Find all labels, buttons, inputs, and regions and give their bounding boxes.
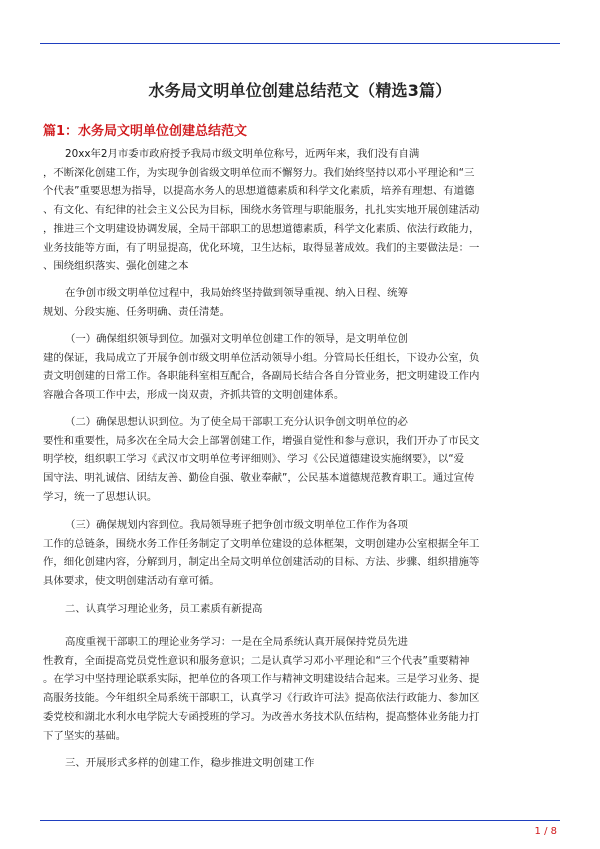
text-line: 、有文化、有纪律的社会主义公民为目标，围绕水务管理与职能服务，扎扎实实地开展创建活动 xyxy=(43,204,480,217)
text-line: 二、认真学习理论业务，员工素质有新提高 xyxy=(65,603,263,615)
text-line: 作，细化创建内容，分解到月，制定出全局文明单位创建活动的目标、方法、步骤、组织措施等 xyxy=(43,556,480,569)
text-line: 业务技能等方面，有了明显提高，优化环境，卫生达标，取得显著成效。我们的主要做法是：一 xyxy=(43,241,480,254)
text-line: （一）确保组织领导到位。加强对文明单位创建工作的领导，是文明单位创 xyxy=(65,333,408,345)
text-line: 性教育，全面提高党员党性意识和服务意识；二是认真学习邓小平理论和“三个代表”重要精神 xyxy=(43,654,470,667)
text-line: 建的保证，我局成立了开展争创市级文明单位活动领导小组。分管局长任组长，下设办公室，负 xyxy=(43,351,480,364)
text-line: 高服务技能。今年组织全局系统干部职工，认真学习《行政许可法》提高依法行政能力、参加区 xyxy=(43,692,480,705)
paragraph-3 xyxy=(43,330,557,405)
text-line: 20xx年2月市委市政府授予我局市级文明单位称号，近两年来，我们没有自满 xyxy=(65,148,420,160)
text-line: 要性和重要性，局多次在全局大会上部署创建工作，增强自觉性和参与意识，我们开办了市民文 xyxy=(43,434,480,447)
document-title: 水务局文明单位创建总结范文（精选3篇） xyxy=(148,81,452,100)
text-line: 高度重视干部职工的理论业务学习：一是在全局系统认真开展保持党员先进 xyxy=(65,636,408,648)
paragraph-7 xyxy=(43,633,557,745)
header-rule xyxy=(40,43,560,44)
paragraph-1 xyxy=(43,145,557,276)
section-heading: 篇1：水务局文明单位创建总结范文 xyxy=(43,124,248,139)
text-line: 责文明创建的日常工作。各职能科室相互配合，各副局长结合各自分管业务，把文明建设工作内 xyxy=(43,370,480,383)
text-line: 规划、分段实施、任务明确、责任清楚。 xyxy=(43,305,231,318)
page-number: 1 / 8 xyxy=(534,826,557,837)
subheading-3 xyxy=(43,754,557,773)
text-line: 明学校，组织职工学习《武汉市文明单位考评细则》、学习《公民道德建设实施纲要》，以“爱 xyxy=(43,453,464,466)
text-line: ，不断深化创建工作，为实现争创省级文明单位而不懈努力。我们始终坚持以邓小平理论和“三 xyxy=(43,166,475,179)
subheading-2 xyxy=(43,600,557,619)
text-line: 工作的总链条，围绕水务工作任务制定了文明单位建设的总体框架，文明创建办公室根据全年工 xyxy=(43,537,480,550)
text-line: 。在学习中坚持理论联系实际，把单位的各项工作与精神文明建设结合起来。三是学习业务、提 xyxy=(43,673,480,686)
text-line: 在争创市级文明单位过程中，我局始终坚持做到领导重视、纳入日程、统筹 xyxy=(65,287,408,299)
text-line: （二）确保思想认识到位。为了使全局干部职工充分认识争创文明单位的必 xyxy=(65,416,408,428)
paragraph-4 xyxy=(43,413,557,507)
footer-rule xyxy=(40,820,560,821)
text-line: 个代表”重要思想为指导，以提高水务人的思想道德素质和科学文化素质，培养有理想、有道德 xyxy=(43,185,475,198)
paragraph-5 xyxy=(43,516,557,591)
text-line: 容融合各项工作中去，形成一岗双责，齐抓共管的文明创建体系。 xyxy=(43,389,345,402)
text-line: 学习，统一了思想认识。 xyxy=(43,490,158,503)
text-line: 具体要求，使文明创建活动有章可循。 xyxy=(43,575,220,588)
text-line: （三）确保规划内容到位。我局领导班子把争创市级文明单位工作作为各项 xyxy=(65,519,408,531)
text-line: 委党校和湖北水利水电学院大专函授班的学习。为改善水务技术队伍结构，提高整体业务能力打 xyxy=(43,710,480,723)
text-line: 三、开展形式多样的创建工作，稳步推进文明创建工作 xyxy=(65,757,315,769)
paragraph-2 xyxy=(43,284,557,321)
text-line: 下了坚实的基础。 xyxy=(43,729,127,742)
text-line: 国守法、明礼诚信、团结友善、勤俭自强、敬业奉献”，公民基本道德规范教育职工。通过宣传 xyxy=(43,472,475,485)
text-line: ，推进三个文明建设协调发展，全局干部职工的思想道德素质，科学文化素质、依法行政能力， xyxy=(43,222,480,235)
text-line: 、围绕组织落实、强化创建之本 xyxy=(43,260,189,273)
